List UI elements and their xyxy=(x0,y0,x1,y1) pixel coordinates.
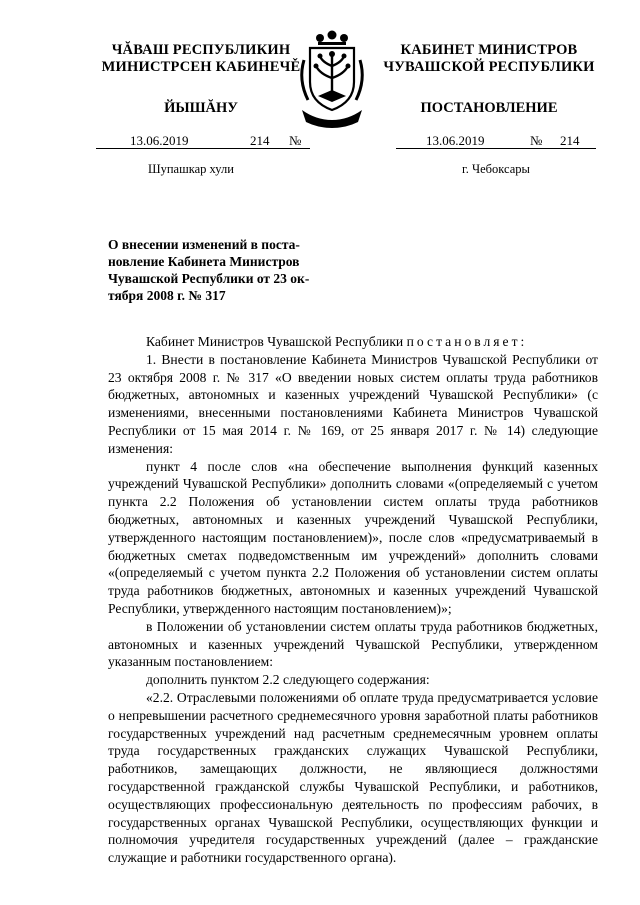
paragraph-3: в Положении об установлении систем оплаты труда работников бюджетных, автономных и казенных учреждений Чувашской Республики, утвержденном указанным постановлением: xyxy=(108,618,598,670)
document-title xyxy=(108,236,348,304)
document-body xyxy=(108,333,598,867)
date-number-right xyxy=(396,133,596,149)
number-sign-right: № xyxy=(530,133,543,148)
number-left: 214 xyxy=(250,133,270,148)
header-right xyxy=(374,42,604,76)
header-right-line1: КАБИНЕТ МИНИСТРОВ xyxy=(400,42,578,58)
header-left xyxy=(86,42,316,76)
intro-text: Кабинет Министров Чувашской Республики xyxy=(146,334,404,349)
date-left: 13.06.2019 xyxy=(130,133,189,148)
paragraph-5: «2.2. Отраслевыми положениями об оплате труда предусматривается условие о непревышении расчетного среднемесячного уровня заработной платы работников государственных учреждений над расчетным среднемесячным уровнем оплаты труда государственных гражданских служащих Чувашской Республики, работников, замещающих должности, не являющиеся должностями государственной гражданской службы Чувашской Республики, и работников, осуществляющих профессиональную деятельность по профессиям рабочих, в государственных органах Чувашской Республики, осуществляющих функции и полномочия учредителя государственных учреждений (далее – гражданские служащие и работники государственного органа). xyxy=(108,689,598,866)
header-left-line1: ЧĂВАШ РЕСПУБЛИКИН xyxy=(111,42,291,58)
paragraph-1: 1. Внести в постановление Кабинета Министров Чувашской Республики от 23 октября 2008 г. № 317 «О введении новых систем оплаты труда работников бюджетных, автономных и казенных учреждений Чувашской Республики» (с изменениями, внесенными постановлениями Кабинета Министров Чувашской Республики от 15 мая 2014 г. № 169, от 25 января 2017 г. № 14) следующие изменения: xyxy=(108,351,598,456)
number-right: 214 xyxy=(560,133,580,148)
paragraph-4: дополнить пунктом 2.2 следующего содержания: xyxy=(146,672,430,688)
intro-paragraph xyxy=(108,333,598,351)
number-sign-left: № xyxy=(289,133,302,148)
date-number-left xyxy=(96,133,310,149)
paragraph-2: пункт 4 после слов «на обеспечение выполнения функций казенных учреждений Чувашской Республики» дополнить словами «(определяемый с учетом пункта 2.2 Положения об установлении систем оплаты труда работников бюджетных, автономных и казенных учреждений Чувашской Республики, утвержденного настоящим постановлением)», после слов «предусматриваемый в бюджетных сметах подведомственным им учреждений» дополнить словами «(определяемый с учетом пункта 2.2 Положения об установлении систем оплаты труда работников бюджетных, автономных и казенных учреждений Чувашской Республики, утвержденного настоящим постановлением)»; xyxy=(108,458,598,616)
place-left: Шупашкар хули xyxy=(148,162,234,176)
header-left-line2: МИНИСТРСЕН КАБИНЕЧĚ xyxy=(101,59,301,75)
date-right: 13.06.2019 xyxy=(426,133,485,148)
title-line: О внесении изменений в поста- xyxy=(108,237,300,252)
title-line: Чувашской Республики от 23 ок- xyxy=(108,271,310,286)
doc-type-left: ЙЫШĂНУ xyxy=(164,100,238,116)
emblem-icon xyxy=(296,30,368,130)
title-line: новление Кабинета Министров xyxy=(108,254,300,269)
header-right-line2: ЧУВАШСКОЙ РЕСПУБЛИКИ xyxy=(383,59,595,75)
doc-type-right: ПОСТАНОВЛЕНИЕ xyxy=(420,100,558,116)
place-right: г. Чебоксары xyxy=(462,162,530,176)
intro-spaced: постановляет: xyxy=(406,334,528,349)
title-line: тября 2008 г. № 317 xyxy=(108,288,226,303)
